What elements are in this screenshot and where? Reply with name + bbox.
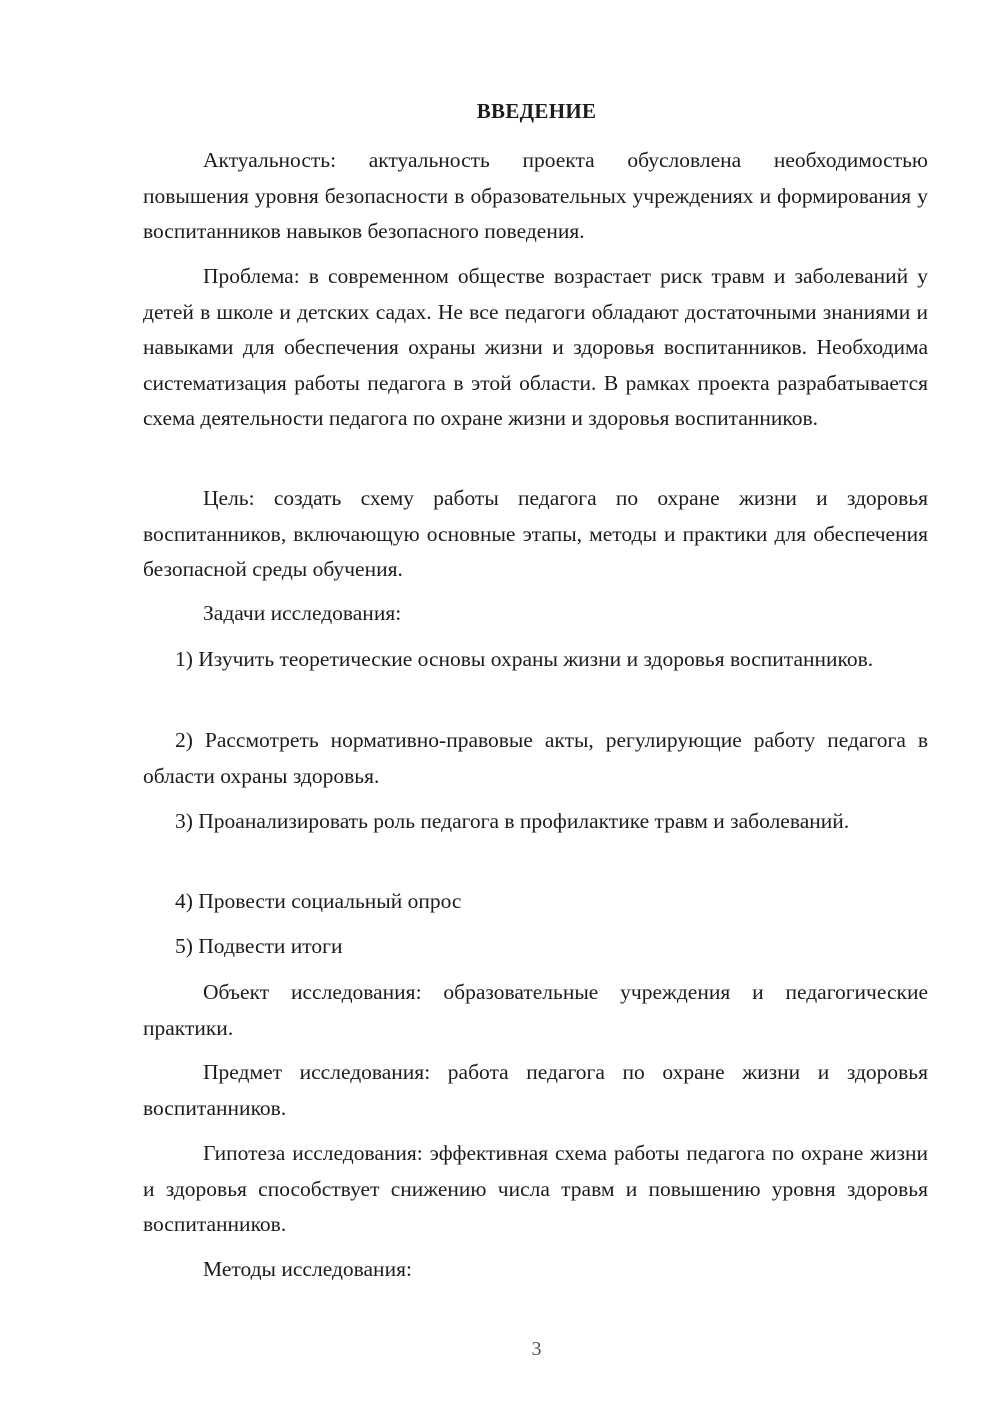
relevance-paragraph: Актуальность: актуальность проекта обусловлена необходимостью повышения уровня безопасности в образовательных учреждениях и формирования у воспитанников навыков безопасного поведения.	[143, 148, 928, 243]
tasks-heading: Задачи исследования:	[203, 601, 402, 625]
task-item-2: 2) Рассмотреть нормативно-правовые акты, регулирующие работу педагога в области охраны здоровья.	[143, 728, 928, 788]
hypothesis-paragraph: Гипотеза исследования: эффективная схема работы педагога по охране жизни и здоровья способствует снижению числа травм и повышению уровня здоровья воспитанников.	[143, 1141, 928, 1236]
task-item-3: 3) Проанализировать роль педагога в профилактике травм и заболеваний.	[175, 809, 850, 833]
task-item-4: 4) Провести социальный опрос	[175, 889, 462, 913]
problem-paragraph: Проблема: в современном обществе возрастает риск травм и заболеваний у детей в школе и детских садах. Не все педагоги обладают достаточными знаниями и навыками для обеспечения охраны жизни и здоровья воспитанников. Необходима систематизация работы педагога в этой области. В рамках проекта разрабатывается схема деятельности педагога по охране жизни и здоровья воспитанников.	[143, 264, 928, 430]
section-title: ВВЕДЕНИЕ	[476, 99, 597, 123]
methods-heading: Методы исследования:	[203, 1257, 412, 1281]
task-item-5: 5) Подвести итоги	[175, 934, 343, 958]
object-paragraph: Объект исследования: образовательные учреждения и педагогические практики.	[143, 980, 928, 1040]
page-number: 3	[531, 1338, 542, 1360]
subject-paragraph: Предмет исследования: работа педагога по охране жизни и здоровья воспитанников.	[143, 1060, 928, 1120]
task-item-1: 1) Изучить теоретические основы охраны жизни и здоровья воспитанников.	[175, 647, 874, 671]
goal-paragraph: Цель: создать схему работы педагога по охране жизни и здоровья воспитанников, включающую основные этапы, методы и практики для обеспечения безопасной среды обучения.	[143, 486, 928, 581]
